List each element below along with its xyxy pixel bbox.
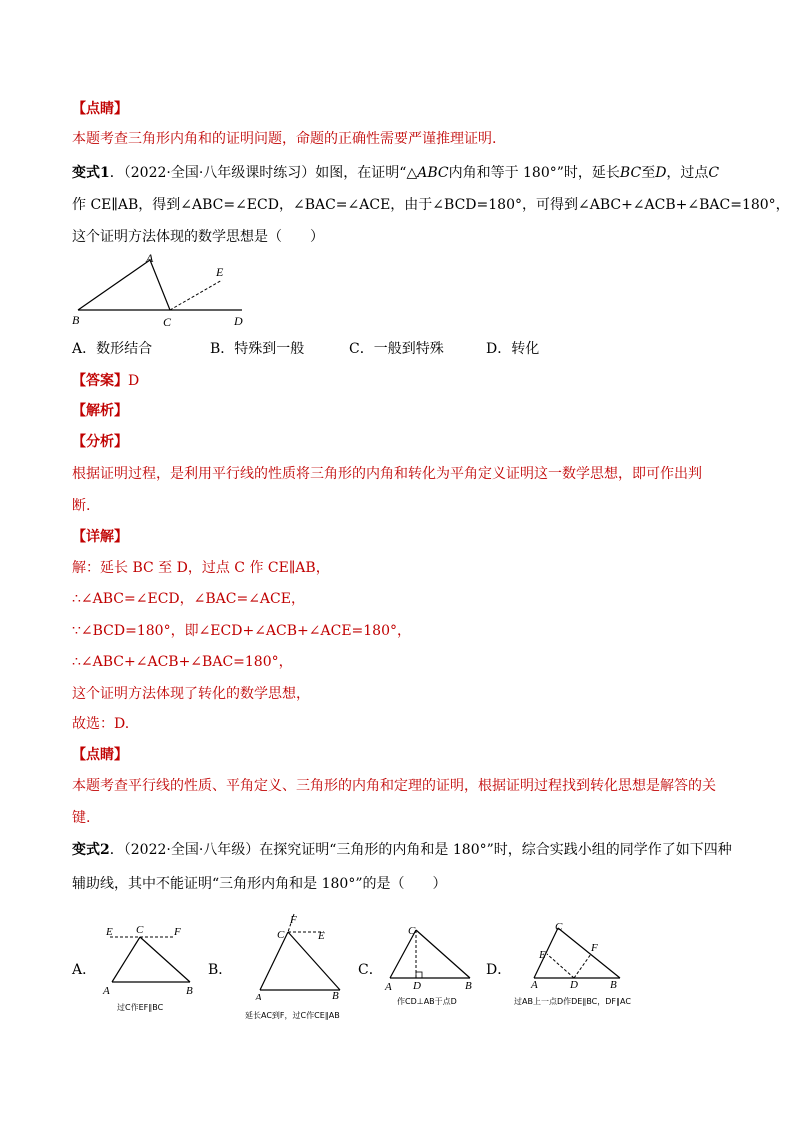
label-c: C <box>163 315 172 329</box>
q2-text-1: ．（2022·全国·八年级）在探究证明“三角形的内角和是 180°”时，综合实践小组的同学作了如下四种 <box>109 842 732 858</box>
fig-c-label-a: A <box>385 981 392 993</box>
question-1-line-1 <box>72 163 719 183</box>
xiangjie-heading: 【详解】 <box>72 529 128 545</box>
side-ac <box>112 937 140 982</box>
dianjing-line-2: 键. <box>72 810 91 826</box>
figure-d <box>522 916 642 996</box>
step-3: ∵∠BCD=180°，即∠ECD+∠ACB+∠ACE=180°， <box>72 623 411 639</box>
question-2-label: 变式2 <box>72 842 110 858</box>
q1-text-a: ．（2022·全国·八年级课时练习）如图，在证明“ <box>109 165 407 181</box>
question-2-line-1 <box>72 840 732 860</box>
option-b[interactable]: B．特殊到一般 <box>210 341 305 357</box>
q1-text-c: 内角和等于 180°”时，延长 <box>448 165 620 181</box>
caption-d: 过AB上一点D作DE∥BC，DF∥AC <box>514 997 631 1006</box>
fig-a-label-b: B <box>186 985 193 997</box>
option-d[interactable]: D．转化 <box>486 341 540 357</box>
right-angle-mark <box>416 972 422 978</box>
step-6: 故选：D. <box>72 716 130 732</box>
fig-c-label-d: D <box>413 980 421 992</box>
fig-b-label-b: B <box>332 990 339 1000</box>
question-1-line-3: 这个证明方法体现的数学思想是（ ） <box>72 229 324 245</box>
label-e: E <box>216 265 224 279</box>
q2-option-a[interactable]: A． <box>72 962 97 978</box>
question-2-line-2: 辅助线，其中不能证明“三角形内角和是 180°”的是（ ） <box>72 876 447 892</box>
answer-label: 【答案】 <box>72 373 128 389</box>
figure-c <box>380 918 480 998</box>
side-cb <box>140 937 190 982</box>
fig-c-label-c: C <box>408 925 416 937</box>
figure-a <box>100 920 200 1000</box>
fig-d-label-a: A <box>531 979 538 991</box>
dianjing-heading-2: 【点睛】 <box>72 747 128 763</box>
figure-b <box>250 910 350 1000</box>
side-cb <box>416 930 470 978</box>
dianjing-line-1: 本题考查平行线的性质、平角定义、三角形的内角和定理的证明，根据证明过程找到转化思想是解答的关 <box>72 778 716 794</box>
fig-b-label-a: A <box>255 992 262 1000</box>
question-1-line-2: 作 CE∥AB，得到∠ABC=∠ECD，∠BAC=∠ACE，由于∠BCD=180°，可得到∠ABC+∠ACB+∠BAC=180°， <box>72 197 790 213</box>
q1-text-h: C <box>708 165 720 181</box>
fig-a-label-c: C <box>136 924 144 936</box>
side-cb <box>288 932 340 990</box>
option-c[interactable]: C．一般到特殊 <box>349 341 444 357</box>
fig-a-label-a: A <box>103 985 110 997</box>
dianjing-heading: 【点睛】 <box>72 101 128 117</box>
fig-a-label-e: E <box>106 926 113 938</box>
step-2: ∴∠ABC=∠ECD，∠BAC=∠ACE， <box>72 591 305 607</box>
caption-a: 过C作EF∥BC <box>117 1003 164 1012</box>
q2-option-d[interactable]: D． <box>486 962 512 978</box>
q2-option-c[interactable]: C． <box>358 962 383 978</box>
fig-b-label-f: F <box>290 914 297 926</box>
label-d: D <box>234 314 243 328</box>
segment-de-dashed <box>547 954 574 978</box>
answer-line <box>72 371 139 391</box>
side-cb <box>558 928 620 978</box>
caption-b: 延长AC到F，过C作CE∥AB <box>245 1011 340 1020</box>
segment-ba <box>78 260 150 310</box>
fig-b-label-c: C <box>277 929 285 941</box>
label-b: B <box>72 313 80 327</box>
fig-d-label-d: D <box>570 979 578 991</box>
question-1-label: 变式1 <box>72 165 110 181</box>
dianjing-text: 本题考查三角形内角和的证明问题，命题的正确性需要严谨推理证明. <box>72 131 497 147</box>
segment-df-dashed <box>574 954 591 978</box>
fig-a-label-f: F <box>174 926 181 938</box>
step-1: 解：延长 BC 至 D，过点 C 作 CE∥AB， <box>72 560 330 576</box>
answer-value: D <box>128 373 140 389</box>
side-ac <box>534 928 558 978</box>
side-ac <box>390 930 416 978</box>
fig-c-label-b: B <box>465 980 472 992</box>
segment-ce-dashed <box>170 280 222 310</box>
fenxi-line-2: 断. <box>72 498 91 514</box>
fig-d-label-f: F <box>591 942 598 954</box>
segment-ac <box>150 260 170 310</box>
q2-option-b[interactable]: B． <box>208 962 233 978</box>
option-a[interactable]: A．数形结合 <box>72 341 153 357</box>
fig-d-label-b: B <box>610 979 617 991</box>
jiexi-heading: 【解析】 <box>72 403 128 419</box>
fig-d-label-c: C <box>555 921 563 933</box>
step-4: ∴∠ABC+∠ACB+∠BAC=180°， <box>72 654 293 670</box>
q1-text-g: ，过点 <box>666 165 709 181</box>
fenxi-heading: 【分析】 <box>72 434 128 450</box>
q1-text-b: △ABC <box>406 165 449 181</box>
question-1-figure <box>66 252 256 332</box>
caption-c: 作CD⊥AB于点D <box>397 997 457 1006</box>
step-5: 这个证明方法体现了转化的数学思想， <box>72 686 310 702</box>
fig-b-label-e: E <box>318 930 325 942</box>
q1-text-e: 至 <box>641 165 656 181</box>
q1-text-d: BC <box>619 165 642 181</box>
label-a: A <box>146 252 154 265</box>
fenxi-line-1: 根据证明过程，是利用平行线的性质将三角形的内角和转化为平角定义证明这一数学思想，即可作出判 <box>72 466 702 482</box>
q1-text-f: D <box>655 165 667 181</box>
fig-d-label-e: E <box>539 949 546 961</box>
